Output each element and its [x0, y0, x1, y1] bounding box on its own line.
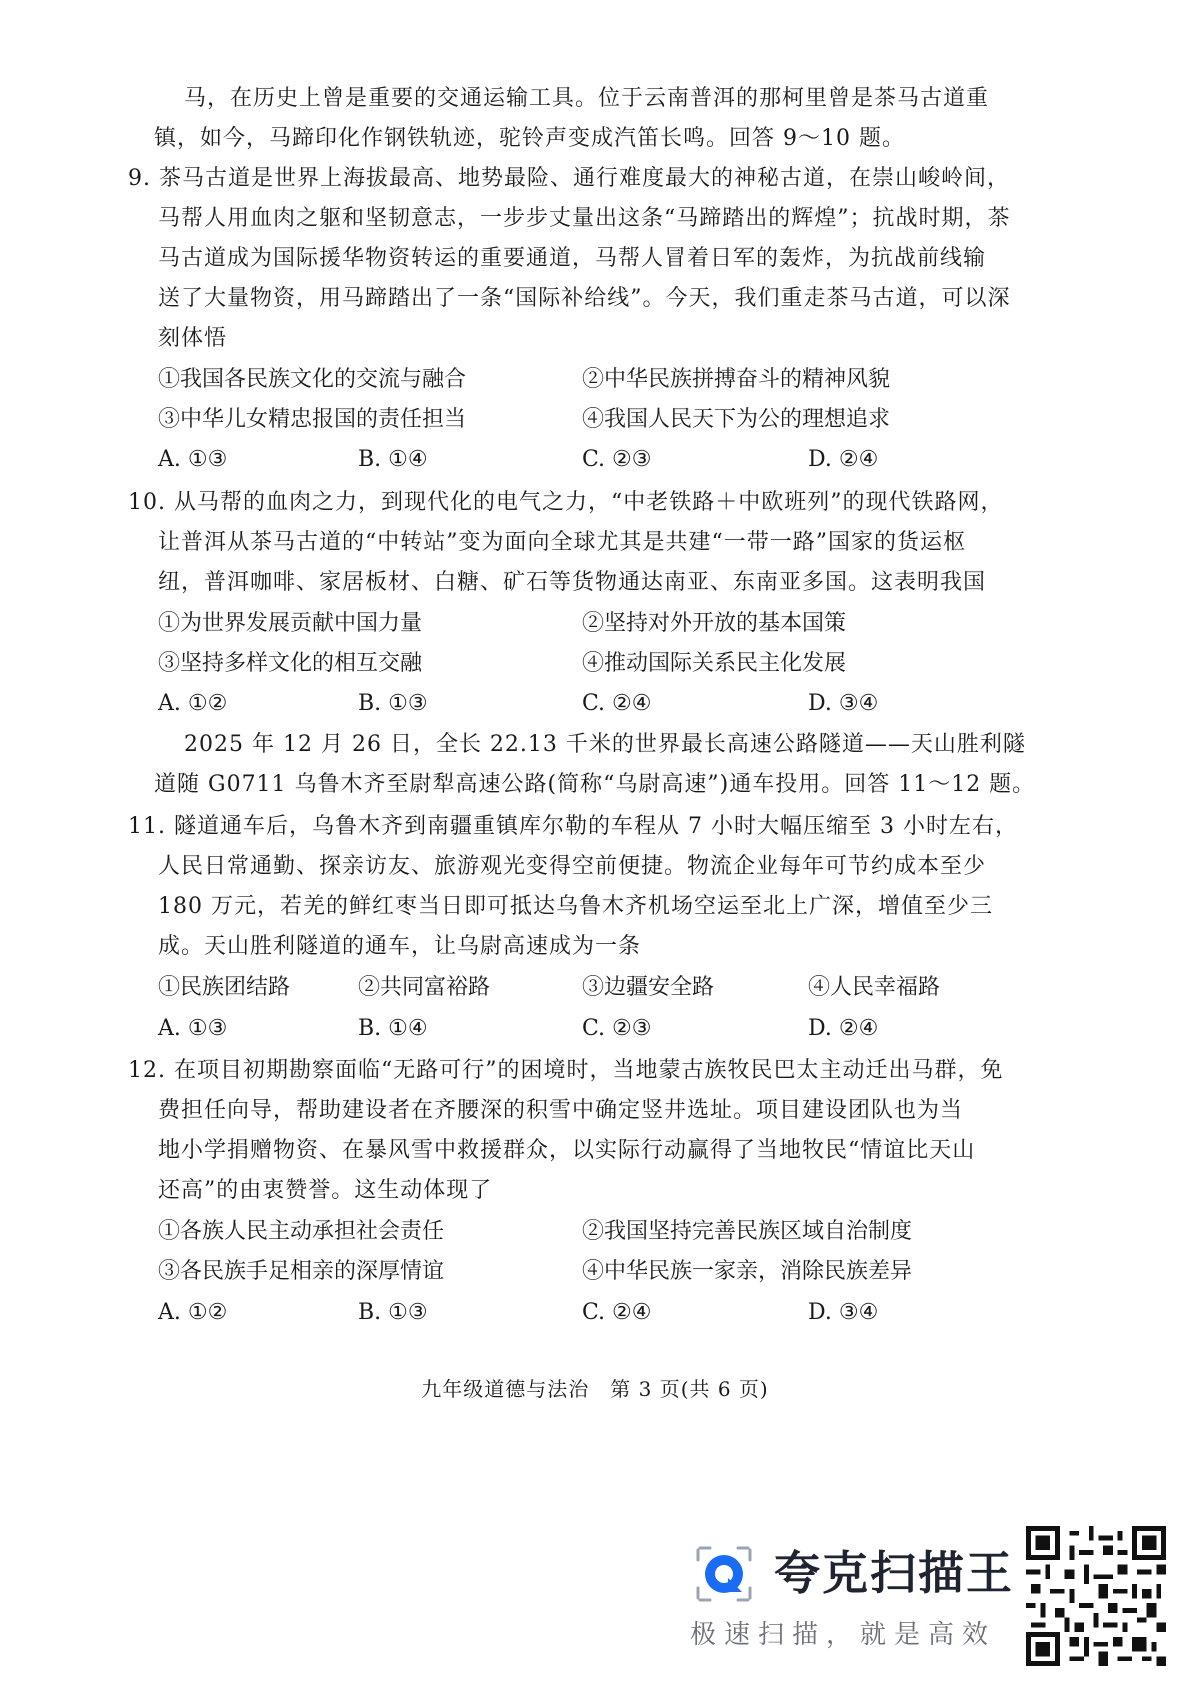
- q11-choice-d: D. ②④: [808, 1016, 879, 1041]
- q10-choice-c: C. ②④: [582, 691, 652, 716]
- quark-logo-icon: [690, 1540, 758, 1608]
- intro1-line1: 马，在历史上曾是重要的交通运输工具。位于云南普洱的那柯里曾是茶马古道重: [184, 86, 990, 111]
- q9-choice-d: D. ②④: [808, 447, 879, 472]
- q9-item4: ④我国人民天下为公的理想追求: [582, 407, 891, 432]
- q10-line2: 让普洱从茶马古道的“中转站”变为面向全球尤其是共建“一带一路”国家的货运枢: [158, 530, 966, 555]
- q12-choice-d: D. ③④: [808, 1300, 879, 1325]
- q9-line1: 9. 茶马古道是世界上海拔最高、地势最险、通行难度最大的神秘古道，在崇山峻岭间，: [128, 166, 1010, 191]
- intro2-line1: 2025 年 12 月 26 日，全长 22.13 千米的世界最长高速公路隧道——天山胜利隧: [184, 732, 1026, 757]
- q10-item2: ②坚持对外开放的基本国策: [582, 611, 847, 636]
- q10-choice-d: D. ③④: [808, 691, 879, 716]
- q10-item3: ③坚持多样文化的相互交融: [158, 651, 423, 676]
- q10-line1: 10. 从马帮的血肉之力，到现代化的电气之力，“中老铁路＋中欧班列”的现代铁路网，: [128, 490, 1004, 515]
- q9-choice-a: A. ①③: [158, 447, 228, 472]
- q12-choice-b: B. ①③: [358, 1300, 428, 1325]
- q10-item1: ①为世界发展贡献中国力量: [158, 611, 423, 636]
- q10-choice-a: A. ①②: [158, 691, 228, 716]
- page-footer: 九年级道德与法治 第 3 页(共 6 页): [421, 1377, 769, 1401]
- q12-item4: ④中华民族一家亲，消除民族差异: [582, 1259, 913, 1284]
- q12-line2: 费担任向导，帮助建设者在齐腰深的积雪中确定竖井选址。项目建设团队也为当: [158, 1098, 964, 1123]
- brand-name: 夸克扫描王: [774, 1546, 1014, 1600]
- scanner-watermark: [690, 1530, 1030, 1650]
- q10-item4: ④推动国际关系民主化发展: [582, 651, 847, 676]
- q11-line1: 11. 隧道通车后，乌鲁木齐到南疆重镇库尔勒的车程从 7 小时大幅压缩至 3 小时左右，: [128, 814, 1018, 839]
- q9-line3: 马古道成为国际援华物资转运的重要通道，马帮人冒着日军的轰炸，为抗战前线输: [158, 246, 987, 271]
- q9-line5: 刻体悟: [158, 326, 228, 351]
- q11-item2: ②共同富裕路: [358, 975, 491, 1000]
- q12-choice-a: A. ①②: [158, 1300, 228, 1325]
- q9-choice-b: B. ①④: [358, 447, 428, 472]
- brand-tagline: 极速扫描，就是高效: [690, 1620, 997, 1650]
- q12-line3: 地小学捐赠物资、在暴风雪中救援群众，以实际行动赢得了当地牧民“情谊比天山: [158, 1138, 976, 1163]
- qr-code-icon: [1026, 1526, 1166, 1666]
- q11-item3: ③边疆安全路: [582, 975, 715, 1000]
- q12-line4: 还高”的由衷赞誉。这生动体现了: [158, 1178, 493, 1203]
- q12-line1: 12. 在项目初期勘察面临“无路可行”的困境时，当地蒙古族牧民巴太主动迁出马群，免: [128, 1058, 1004, 1083]
- q12-item3: ③各民族手足相亲的深厚情谊: [158, 1259, 445, 1284]
- q11-line2: 人民日常通勤、探亲访友、旅游观光变得空前便捷。物流企业每年可节约成本至少: [158, 854, 987, 879]
- q11-line3: 180 万元，若羌的鲜红枣当日即可抵达乌鲁木齐机场空运至北上广深，增值至少三: [158, 894, 993, 919]
- q9-item3: ③中华儿女精忠报国的责任担当: [158, 407, 467, 432]
- q11-item4: ④人民幸福路: [808, 975, 941, 1000]
- q9-item1: ①我国各民族文化的交流与融合: [158, 367, 467, 392]
- q11-line4: 成。天山胜利隧道的通车，让乌尉高速成为一条: [158, 934, 642, 959]
- q11-choice-a: A. ①③: [158, 1016, 228, 1041]
- q9-item2: ②中华民族拼搏奋斗的精神风貌: [582, 367, 891, 392]
- q11-choice-b: B. ①④: [358, 1016, 428, 1041]
- q10-line3: 纽，普洱咖啡、家居板材、白糖、矿石等货物通达南亚、东南亚多国。这表明我国: [158, 570, 987, 595]
- intro1-line2: 镇，如今，马蹄印化作钢铁轨迹，驼铃声变成汽笛长鸣。回答 9～10 题。: [154, 126, 905, 151]
- q11-item1: ①民族团结路: [158, 975, 291, 1000]
- q9-choice-c: C. ②③: [582, 447, 652, 472]
- q10-choice-b: B. ①③: [358, 691, 428, 716]
- q12-choice-c: C. ②④: [582, 1300, 652, 1325]
- q11-choice-c: C. ②③: [582, 1016, 652, 1041]
- intro2-line2: 道随 G0711 乌鲁木齐至尉犁高速公路(简称“乌尉高速”)通车投用。回答 11～12 题。: [154, 772, 1036, 797]
- q9-line2: 马帮人用血肉之躯和坚韧意志，一步步丈量出这条“马蹄踏出的辉煌”；抗战时期，茶: [158, 206, 1011, 231]
- q12-item1: ①各族人民主动承担社会责任: [158, 1219, 445, 1244]
- q9-line4: 送了大量物资，用马蹄踏出了一条“国际补给线”。今天，我们重走茶马古道，可以深: [158, 286, 1011, 311]
- q12-item2: ②我国坚持完善民族区域自治制度: [582, 1219, 913, 1244]
